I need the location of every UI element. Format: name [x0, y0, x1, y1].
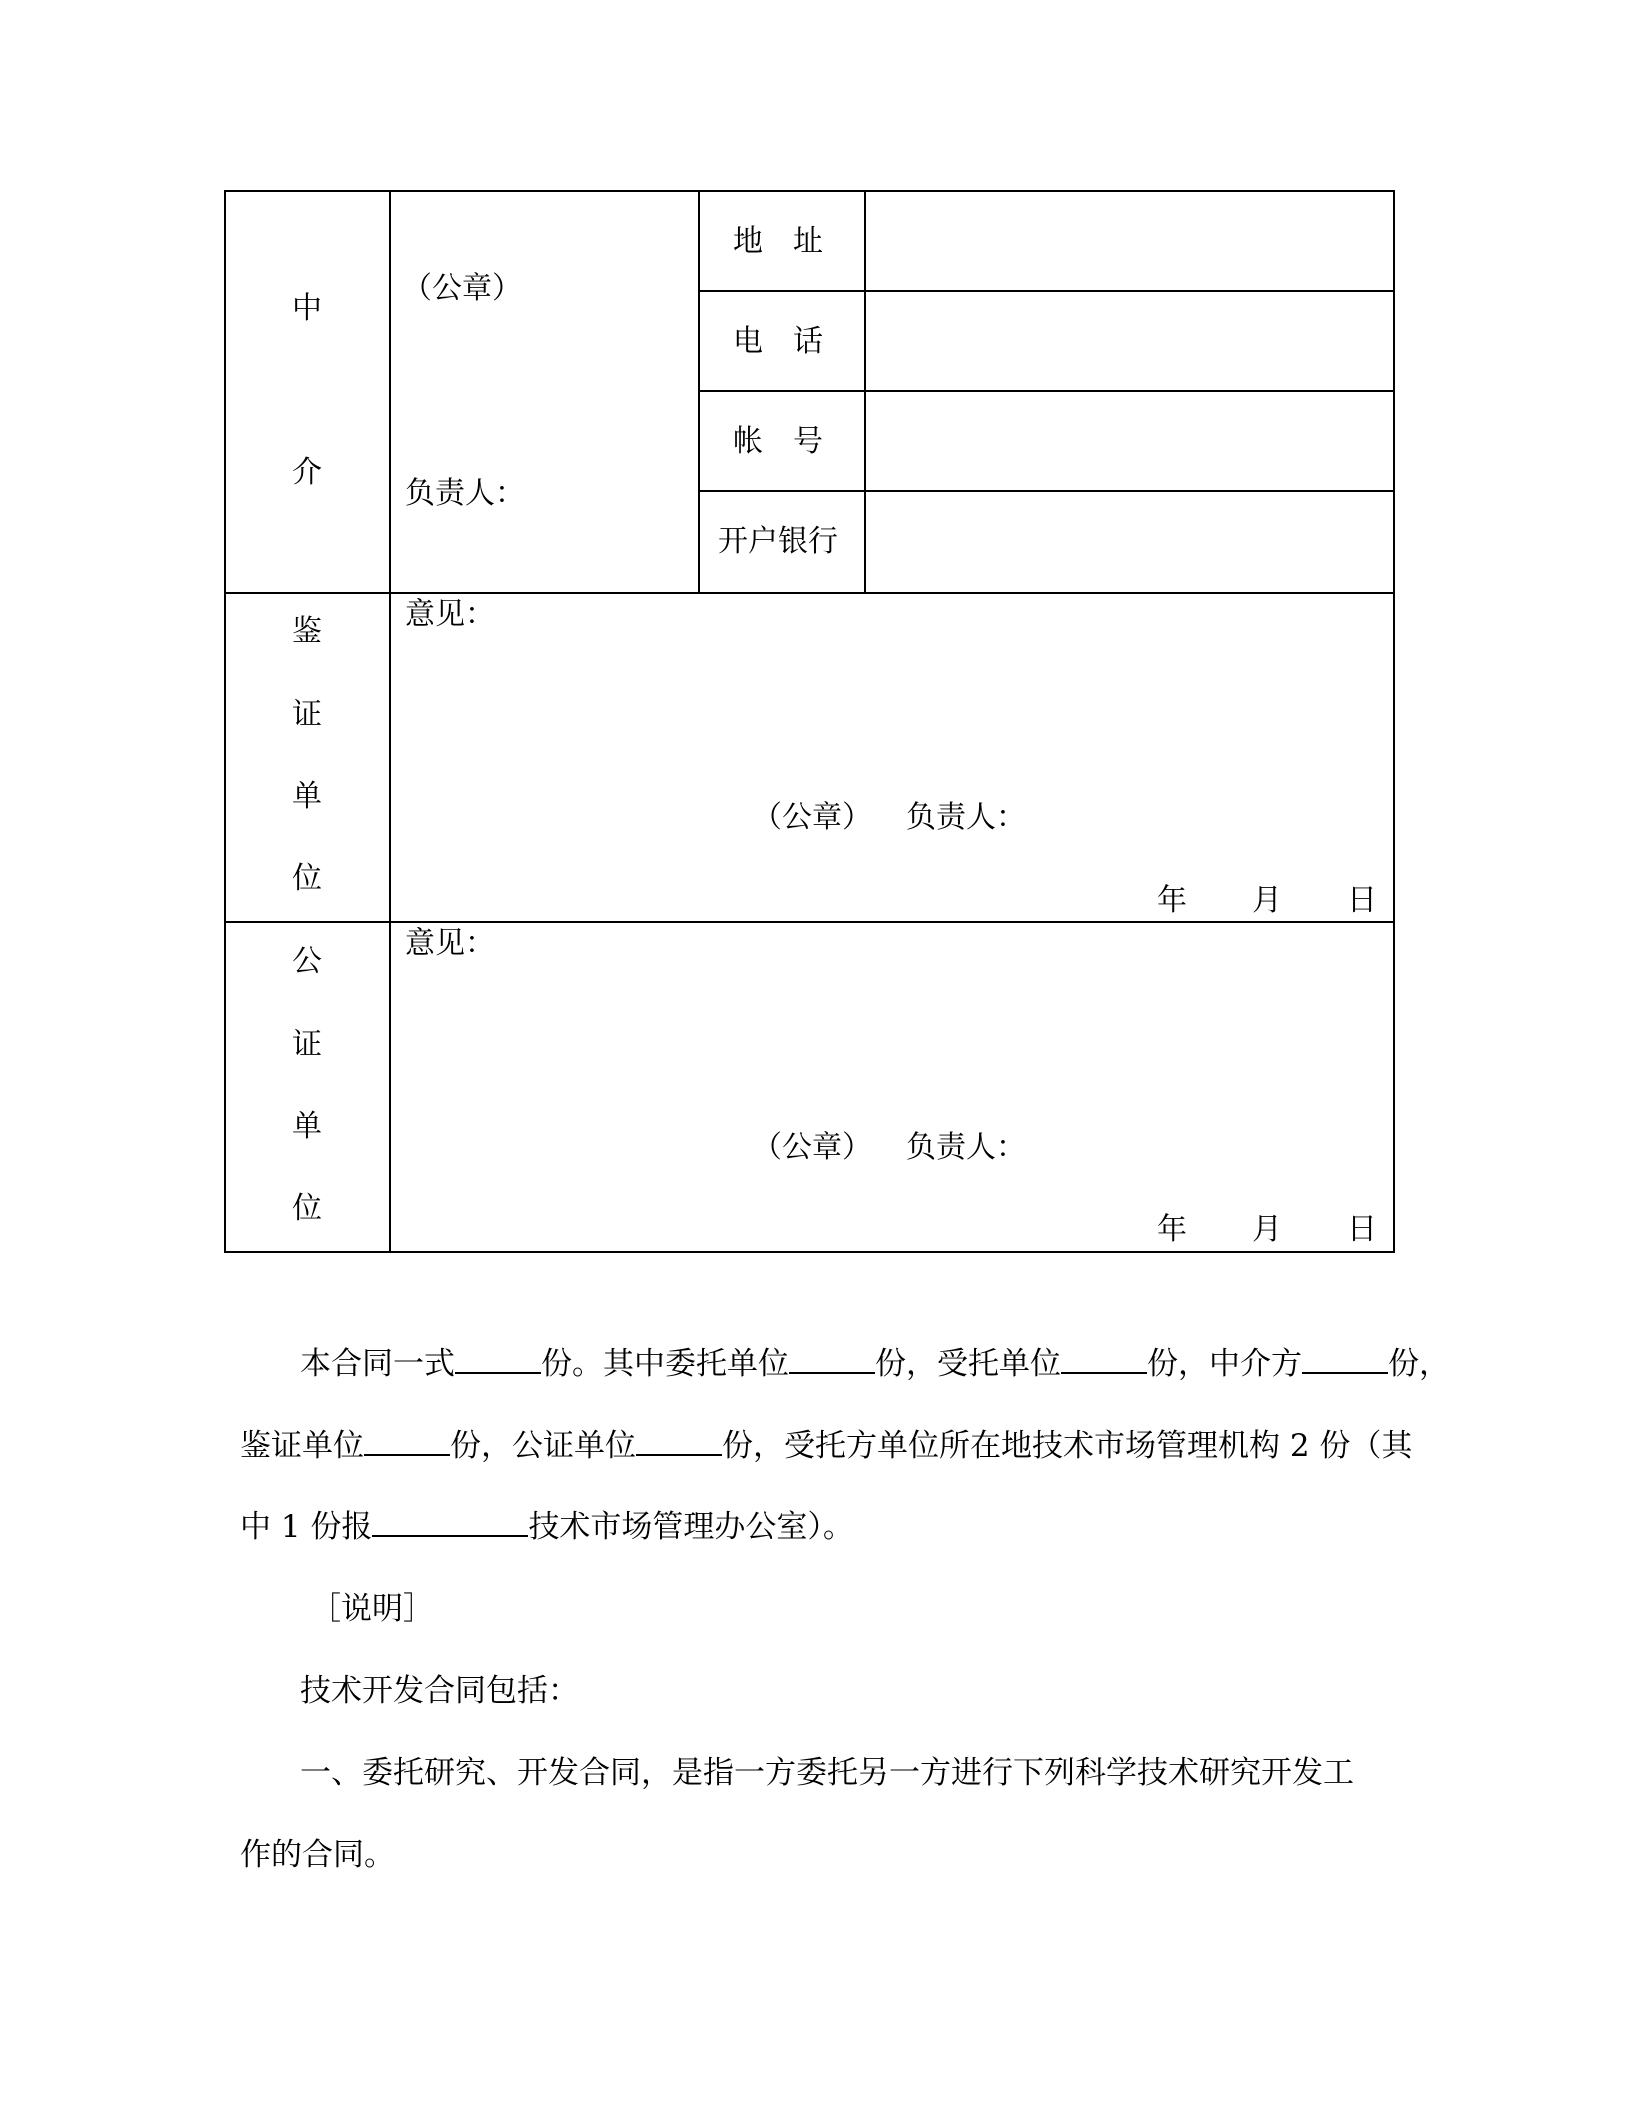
- bank-label: 开户银行: [718, 524, 838, 559]
- copies-text: 中 1 份报: [240, 1509, 373, 1545]
- account-label: 帐 号: [733, 424, 823, 459]
- row-divider: [224, 921, 1395, 923]
- notary-day: 日: [1347, 1212, 1377, 1247]
- authentication-label-char: 鉴: [292, 614, 322, 649]
- table-border-bottom: [224, 1251, 1395, 1253]
- label-column-divider: [389, 190, 391, 1253]
- copies-text: 份，公证单位: [450, 1428, 636, 1464]
- authentication-month: 月: [1252, 883, 1282, 918]
- notary-label-char: 公: [292, 944, 322, 979]
- authentication-opinion-label: 意见：: [405, 597, 495, 632]
- authentication-seal: （公章）: [752, 800, 872, 835]
- note-heading: ［说明］: [310, 1591, 434, 1627]
- row-divider: [224, 592, 1395, 594]
- copies-blank[interactable]: [1302, 1342, 1388, 1374]
- copies-blank[interactable]: [1061, 1342, 1147, 1374]
- copies-line-1: [300, 1338, 1460, 1383]
- copies-blank[interactable]: [364, 1424, 450, 1456]
- authentication-day: 日: [1347, 883, 1377, 918]
- copies-blank[interactable]: [372, 1505, 528, 1537]
- table-border-right: [1393, 190, 1395, 1253]
- notary-seal: （公章）: [752, 1130, 872, 1165]
- authentication-year: 年: [1157, 883, 1187, 918]
- field-divider: [698, 290, 1395, 292]
- notary-year: 年: [1157, 1212, 1187, 1247]
- authentication-label-char: 单: [292, 779, 322, 814]
- field-divider: [698, 490, 1395, 492]
- authentication-label-char: 位: [292, 861, 322, 896]
- address-label: 地 址: [733, 224, 823, 259]
- copies-text: 份，中介方: [1147, 1346, 1302, 1382]
- intermediary-responsible-label: 负责人：: [405, 476, 525, 511]
- item1-line-1: 一、委托研究、开发合同，是指一方委托另一方进行下列科学技术研究开发工: [300, 1755, 1354, 1791]
- intro-text: 技术开发合同包括：: [300, 1673, 579, 1709]
- copies-text: 本合同一式: [300, 1346, 455, 1382]
- table-border-left: [224, 190, 226, 1253]
- copies-text: 鉴证单位: [240, 1428, 364, 1464]
- authentication-responsible-label: 负责人：: [906, 800, 1026, 835]
- copies-blank[interactable]: [636, 1424, 722, 1456]
- notary-label-char: 证: [292, 1027, 322, 1062]
- notary-opinion-label: 意见：: [405, 926, 495, 961]
- intermediary-label-char: 介: [292, 455, 322, 490]
- authentication-label-char: 证: [292, 697, 322, 732]
- copies-text: 份。其中委托单位: [541, 1346, 789, 1382]
- notary-label-char: 位: [292, 1191, 322, 1226]
- copies-text: 份，: [1388, 1346, 1450, 1382]
- column-divider: [864, 190, 866, 594]
- phone-label: 电 话: [733, 324, 823, 359]
- notary-label-char: 单: [292, 1109, 322, 1144]
- copies-blank[interactable]: [789, 1342, 875, 1374]
- copies-blank[interactable]: [455, 1342, 541, 1374]
- field-divider: [698, 390, 1395, 392]
- notary-responsible-label: 负责人：: [906, 1130, 1026, 1165]
- item1-line-2: 作的合同。: [240, 1837, 395, 1873]
- copies-line-3: [240, 1501, 1400, 1546]
- notary-month: 月: [1252, 1212, 1282, 1247]
- intermediary-label-char: 中: [292, 291, 322, 326]
- copies-text: 份，受托单位: [875, 1346, 1061, 1382]
- copies-line-2: [240, 1420, 1413, 1465]
- copies-text: 份，受托方单位所在地技术市场管理机构 2 份（其: [722, 1428, 1413, 1464]
- intermediary-seal: （公章）: [402, 271, 522, 306]
- column-divider: [698, 190, 700, 594]
- table-border-top: [224, 190, 1395, 192]
- copies-text: 技术市场管理办公室）。: [528, 1509, 854, 1545]
